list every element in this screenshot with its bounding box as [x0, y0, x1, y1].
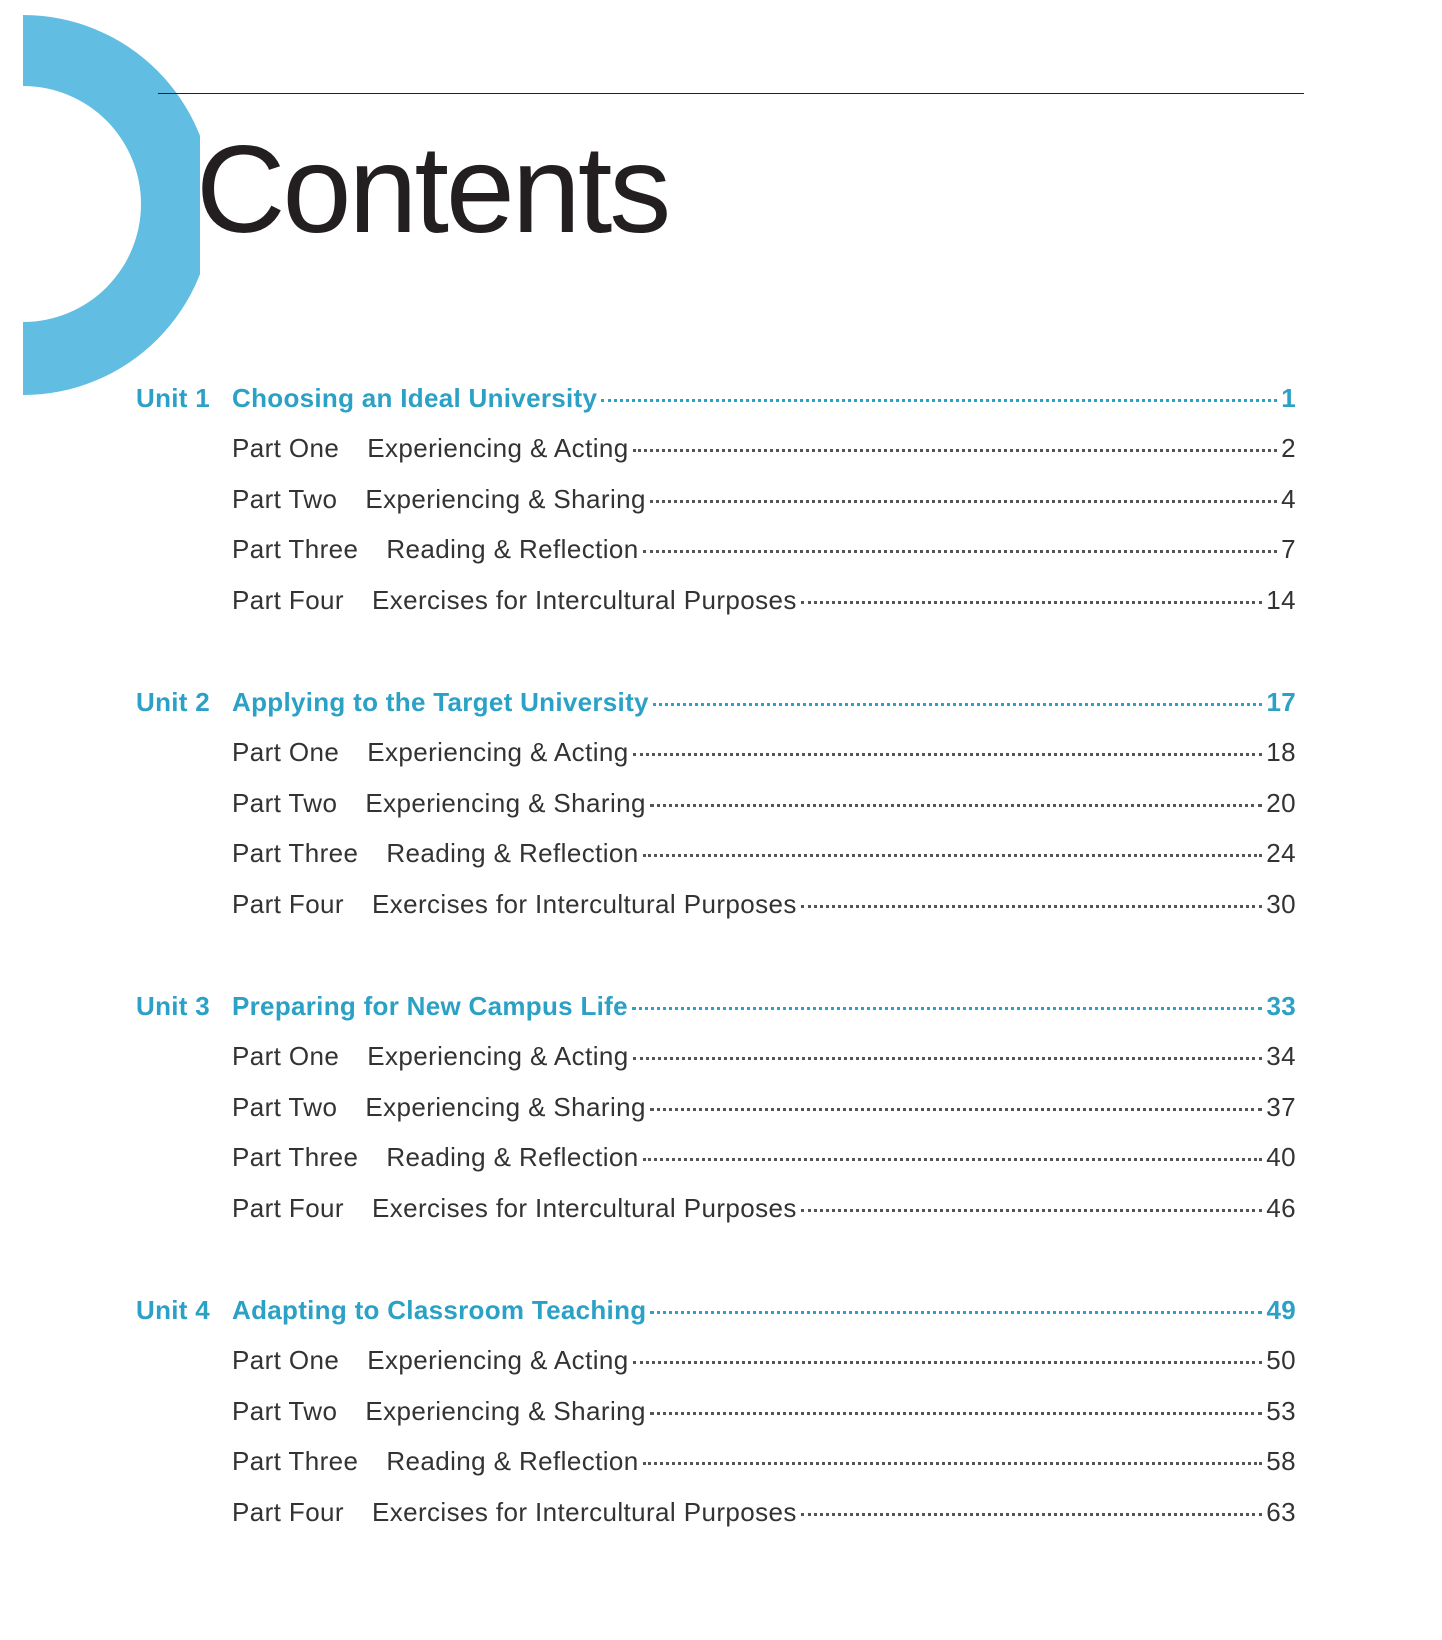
- part-title: Experiencing & Sharing: [365, 1091, 646, 1122]
- part-label: Part Three: [232, 1142, 359, 1172]
- part-page-number: 4: [1281, 483, 1296, 514]
- part-title: Exercises for Intercultural Purposes: [371, 888, 797, 919]
- dot-leader: [650, 500, 1277, 503]
- part-entry[interactable]: [136, 585, 1296, 636]
- dot-leader: [653, 703, 1263, 706]
- dot-leader: [632, 1007, 1263, 1010]
- part-entry[interactable]: [136, 534, 1296, 585]
- part-label: Part One: [232, 737, 340, 767]
- part-label: Part Two: [232, 1091, 338, 1122]
- part-page-number: 50: [1266, 1345, 1296, 1375]
- unit-number: Unit 2: [136, 687, 211, 717]
- dot-leader: [633, 1057, 1263, 1060]
- part-entry[interactable]: [136, 1396, 1296, 1447]
- part-label: Part Two: [232, 787, 338, 818]
- part-label: Part Four: [232, 1496, 344, 1527]
- dot-leader: [650, 804, 1262, 807]
- part-title: Reading & Reflection: [386, 1142, 639, 1172]
- unit-page-number: 17: [1266, 687, 1296, 717]
- part-page-number: 2: [1281, 433, 1296, 463]
- part-label: Part One: [232, 1345, 340, 1375]
- part-entry[interactable]: [136, 1092, 1296, 1143]
- part-title: Reading & Reflection: [386, 838, 639, 868]
- half-ring-shape: [23, 15, 200, 395]
- part-label: Part Three: [232, 1446, 359, 1476]
- part-list: [136, 1037, 1296, 1243]
- part-title: Experiencing & Acting: [367, 1041, 629, 1071]
- part-page-number: 20: [1266, 787, 1296, 818]
- dot-leader: [643, 854, 1263, 857]
- part-title: Exercises for Intercultural Purposes: [371, 1496, 797, 1527]
- part-page-number: 53: [1266, 1395, 1296, 1426]
- part-entry[interactable]: [136, 788, 1296, 839]
- part-title: Experiencing & Sharing: [365, 483, 646, 514]
- part-entry[interactable]: [136, 1193, 1296, 1244]
- unit-number: Unit 3: [136, 991, 211, 1021]
- part-page-number: 14: [1266, 584, 1296, 615]
- dot-leader: [643, 1158, 1263, 1161]
- part-title: Experiencing & Sharing: [365, 787, 646, 818]
- dot-leader: [650, 1311, 1262, 1314]
- decorative-half-ring: [0, 0, 200, 400]
- unit-title: Preparing for New Campus Life: [232, 991, 628, 1021]
- dot-leader: [633, 1361, 1263, 1364]
- part-page-number: 30: [1266, 888, 1296, 919]
- part-entry[interactable]: [136, 838, 1296, 889]
- part-page-number: 58: [1266, 1446, 1296, 1476]
- part-label: Part Two: [232, 1395, 338, 1426]
- table-of-contents: [136, 383, 1296, 1599]
- part-label: Part Three: [232, 534, 359, 564]
- unit-page-number: 49: [1266, 1295, 1296, 1325]
- part-title: Experiencing & Acting: [367, 1345, 629, 1375]
- dot-leader: [801, 601, 1263, 604]
- part-label: Part One: [232, 1041, 340, 1071]
- top-rule: [158, 93, 1304, 94]
- part-title: Experiencing & Acting: [367, 737, 629, 767]
- unit-entry[interactable]: [136, 1295, 1296, 1341]
- unit-entry[interactable]: [136, 383, 1296, 429]
- dot-leader: [601, 399, 1277, 402]
- part-entry[interactable]: [136, 889, 1296, 940]
- part-list: [136, 429, 1296, 635]
- unit-title: Choosing an Ideal University: [232, 383, 598, 413]
- part-entry[interactable]: [136, 484, 1296, 535]
- part-page-number: 18: [1266, 737, 1296, 767]
- part-title: Experiencing & Sharing: [365, 1395, 646, 1426]
- unit-page-number: 1: [1281, 383, 1296, 413]
- part-label: Part One: [232, 433, 340, 463]
- part-page-number: 7: [1281, 534, 1296, 564]
- unit-number: Unit 4: [136, 1295, 211, 1325]
- dot-leader: [801, 1209, 1263, 1212]
- unit-title: Applying to the Target University: [232, 687, 649, 717]
- dot-leader: [643, 1462, 1263, 1465]
- dot-leader: [801, 1513, 1263, 1516]
- part-page-number: 63: [1266, 1496, 1296, 1527]
- part-page-number: 24: [1266, 838, 1296, 868]
- part-page-number: 40: [1266, 1142, 1296, 1172]
- part-entry[interactable]: [136, 433, 1296, 484]
- part-entry[interactable]: [136, 1041, 1296, 1092]
- part-entry[interactable]: [136, 1142, 1296, 1193]
- part-title: Reading & Reflection: [386, 1446, 639, 1476]
- dot-leader: [650, 1412, 1262, 1415]
- page-title: Contents: [196, 121, 669, 259]
- unit-title: Adapting to Classroom Teaching: [232, 1295, 647, 1325]
- part-label: Part Four: [232, 584, 344, 615]
- part-entry[interactable]: [136, 737, 1296, 788]
- part-list: [136, 733, 1296, 939]
- unit-block-3: [136, 991, 1296, 1243]
- part-entry[interactable]: [136, 1497, 1296, 1548]
- part-page-number: 46: [1266, 1192, 1296, 1223]
- unit-block-4: [136, 1295, 1296, 1547]
- part-page-number: 37: [1266, 1091, 1296, 1122]
- unit-block-1: [136, 383, 1296, 635]
- part-title: Exercises for Intercultural Purposes: [371, 584, 797, 615]
- part-list: [136, 1341, 1296, 1547]
- dot-leader: [633, 753, 1263, 756]
- unit-entry[interactable]: [136, 991, 1296, 1037]
- part-title: Reading & Reflection: [386, 534, 639, 564]
- part-page-number: 34: [1266, 1041, 1296, 1071]
- part-label: Part Three: [232, 838, 359, 868]
- part-label: Part Two: [232, 483, 338, 514]
- dot-leader: [633, 449, 1278, 452]
- part-label: Part Four: [232, 888, 344, 919]
- unit-block-2: [136, 687, 1296, 939]
- part-entry[interactable]: [136, 1345, 1296, 1396]
- dot-leader: [643, 550, 1278, 553]
- unit-page-number: 33: [1266, 991, 1296, 1021]
- unit-entry[interactable]: [136, 687, 1296, 733]
- part-entry[interactable]: [136, 1446, 1296, 1497]
- unit-number: Unit 1: [136, 383, 211, 413]
- part-title: Experiencing & Acting: [367, 433, 629, 463]
- dot-leader: [801, 905, 1263, 908]
- part-title: Exercises for Intercultural Purposes: [371, 1192, 797, 1223]
- dot-leader: [650, 1108, 1262, 1111]
- part-label: Part Four: [232, 1192, 344, 1223]
